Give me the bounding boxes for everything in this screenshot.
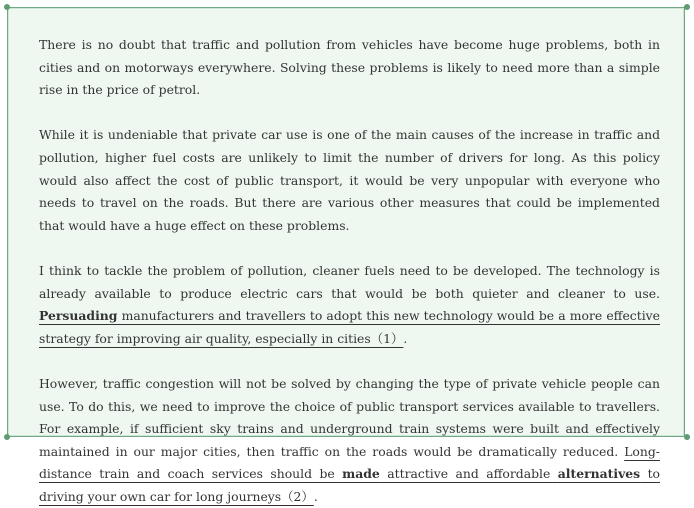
paragraph-4 [39,373,660,508]
underlined-sentence-1-text: manufacturers and travellers to adopt this new technology would be a more effective strategy for improving air quality, especially in cities（1） [39,308,660,346]
underlined-sentence-2-part-a: Long-distance train and coach services should be [39,443,660,482]
paragraph-3-lead: I think to tackle the problem of pollution, cleaner fuels need to be developed. The technology is already available to produce electric cars that would be both quieter and cleaner to use. [39,262,660,301]
paragraph-4-lead: However, traffic congestion will not be solved by changing the type of private vehicle people can use. To do this, we need to improve the choice of public transport services available to travellers. For example, if sufficient sky trains and underground train systems were built and effectively maintained in our major cities, then traffic on the roads would be dramatically reduced. [39,375,660,459]
underlined-sentence-2-part-c: to driving your own car for long journeys（2） [39,466,661,504]
corner-dot-bottom-right [684,434,690,440]
paragraph-4-tail: . [313,488,318,504]
paragraph-3 [39,260,660,350]
bold-word-made: made [342,466,380,482]
paragraph-3-tail: . [403,330,408,346]
bold-word-alternatives: alternatives [557,466,641,482]
underlined-sentence-2-part-b: attractive and affordable [379,466,558,482]
bold-word-persuading: Persuading [39,308,118,324]
passage-text [39,34,660,508]
paragraph-1: There is no doubt that traffic and pollution from vehicles have become huge problems, both in cities and on motorways everywhere. Solving these problems is likely to need more than a simple rise in the price of petrol. [39,37,660,98]
corner-dot-top-right [684,4,690,10]
corner-dot-top-left [4,4,10,10]
corner-dot-bottom-left [4,434,10,440]
paragraph-2: While it is undeniable that private car use is one of the main causes of the increase in traffic and pollution, higher fuel costs are unlikely to limit the number of drivers for long. As this policy would also affect the cost of public transport, it would be very unpopular with everyone who needs to travel on the roads. But there are various other measures that could be implemented that would have a huge effect on these problems. [39,127,660,233]
underlined-sentence-1 [39,308,660,346]
